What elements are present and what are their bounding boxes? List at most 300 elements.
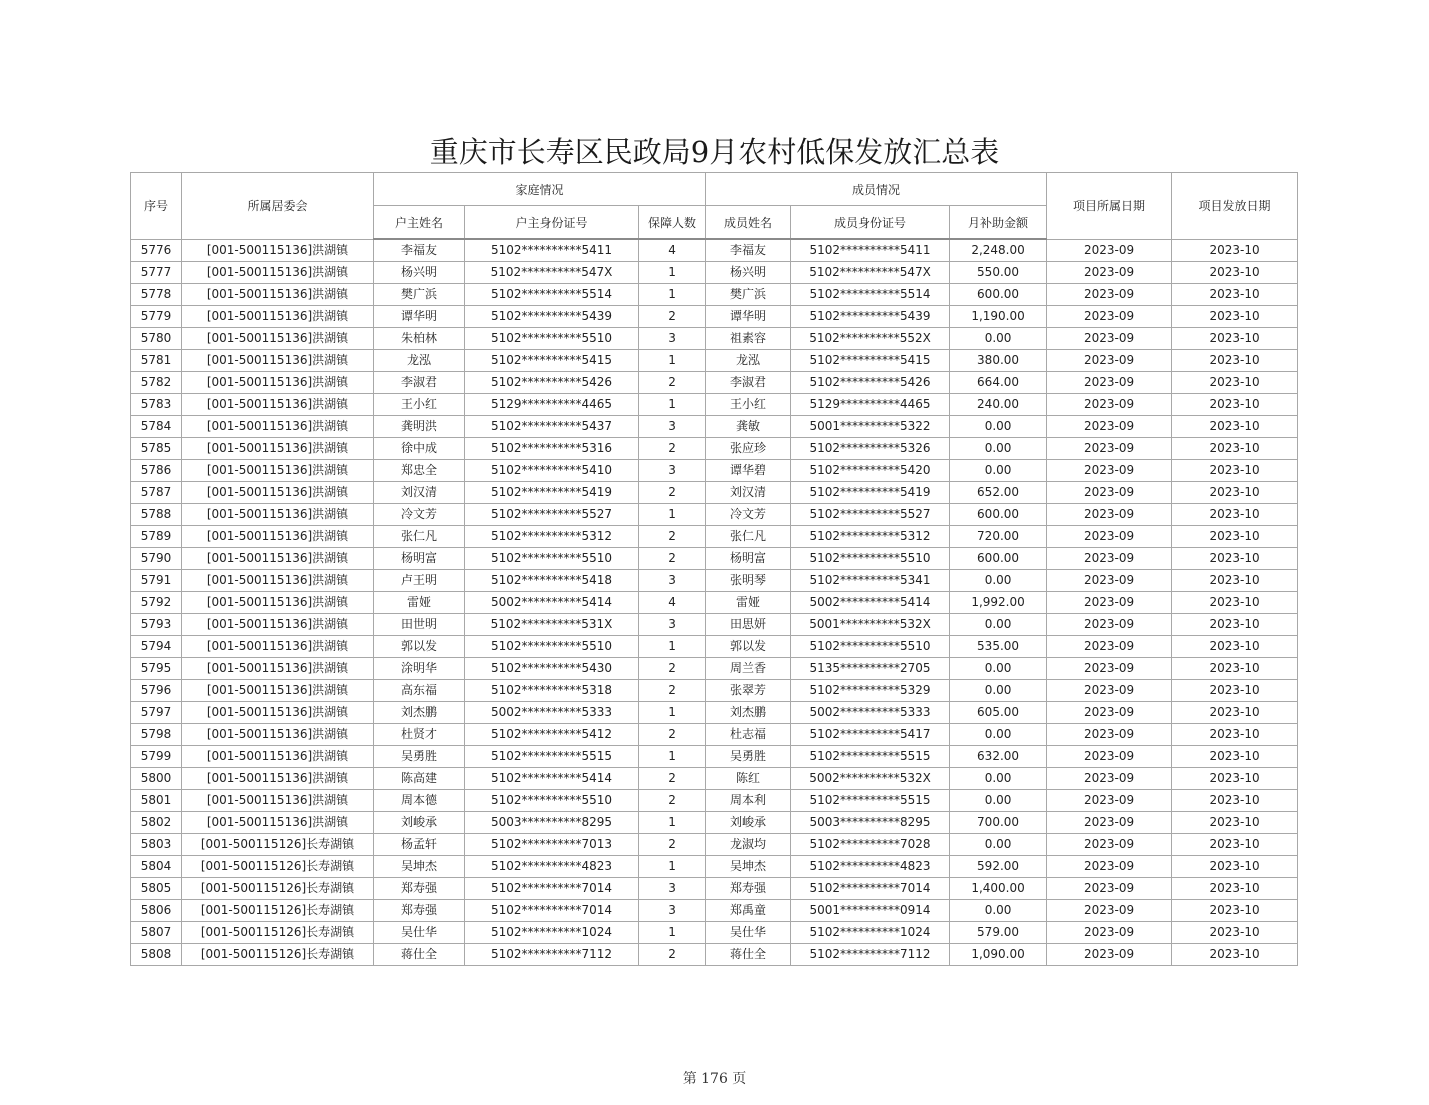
table-row bbox=[131, 438, 1298, 460]
guarantee-count-cell: 3 bbox=[639, 460, 706, 482]
committee-cell: [001-500115126]长寿湖镇 bbox=[182, 878, 374, 900]
committee-cell: [001-500115136]洪湖镇 bbox=[182, 768, 374, 790]
monthly-amount-cell: 600.00 bbox=[950, 548, 1047, 570]
issue-date-cell: 2023-10 bbox=[1172, 746, 1298, 768]
head-id-cell: 5002**********5333 bbox=[465, 702, 639, 724]
header-issue-date: 项目发放日期 bbox=[1172, 173, 1298, 240]
member-id-cell: 5102**********5329 bbox=[791, 680, 950, 702]
table-row bbox=[131, 570, 1298, 592]
head-id-cell: 5102**********5515 bbox=[465, 746, 639, 768]
member-name-cell: 谭华明 bbox=[706, 306, 791, 328]
table-row bbox=[131, 636, 1298, 658]
head-name-cell: 龙泓 bbox=[374, 350, 465, 372]
table-row bbox=[131, 548, 1298, 570]
table-row bbox=[131, 746, 1298, 768]
issue-date-cell: 2023-10 bbox=[1172, 306, 1298, 328]
guarantee-count-cell: 1 bbox=[639, 636, 706, 658]
project-date-cell: 2023-09 bbox=[1047, 262, 1172, 284]
committee-cell: [001-500115136]洪湖镇 bbox=[182, 658, 374, 680]
head-name-cell: 杨明富 bbox=[374, 548, 465, 570]
issue-date-cell: 2023-10 bbox=[1172, 636, 1298, 658]
head-name-cell: 刘峻承 bbox=[374, 812, 465, 834]
seq-cell: 5792 bbox=[131, 592, 182, 614]
header-member-group: 成员情况 bbox=[706, 173, 1047, 206]
head-name-cell: 李福友 bbox=[374, 239, 465, 262]
guarantee-count-cell: 4 bbox=[639, 592, 706, 614]
issue-date-cell: 2023-10 bbox=[1172, 328, 1298, 350]
header-monthly-amount: 月补助金额 bbox=[950, 206, 1047, 240]
monthly-amount-cell: 0.00 bbox=[950, 460, 1047, 482]
seq-cell: 5781 bbox=[131, 350, 182, 372]
issue-date-cell: 2023-10 bbox=[1172, 900, 1298, 922]
member-id-cell: 5001**********0914 bbox=[791, 900, 950, 922]
issue-date-cell: 2023-10 bbox=[1172, 570, 1298, 592]
head-id-cell: 5102**********547X bbox=[465, 262, 639, 284]
issue-date-cell: 2023-10 bbox=[1172, 614, 1298, 636]
member-name-cell: 王小红 bbox=[706, 394, 791, 416]
member-name-cell: 冷文芳 bbox=[706, 504, 791, 526]
member-name-cell: 李福友 bbox=[706, 239, 791, 262]
committee-cell: [001-500115136]洪湖镇 bbox=[182, 570, 374, 592]
committee-cell: [001-500115126]长寿湖镇 bbox=[182, 922, 374, 944]
guarantee-count-cell: 3 bbox=[639, 900, 706, 922]
head-id-cell: 5102**********5527 bbox=[465, 504, 639, 526]
head-name-cell: 杨孟轩 bbox=[374, 834, 465, 856]
member-id-cell: 5102**********7028 bbox=[791, 834, 950, 856]
guarantee-count-cell: 2 bbox=[639, 306, 706, 328]
member-id-cell: 5102**********5312 bbox=[791, 526, 950, 548]
issue-date-cell: 2023-10 bbox=[1172, 702, 1298, 724]
head-id-cell: 5102**********4823 bbox=[465, 856, 639, 878]
seq-cell: 5807 bbox=[131, 922, 182, 944]
table-row bbox=[131, 284, 1298, 306]
seq-cell: 5776 bbox=[131, 239, 182, 262]
head-name-cell: 谭华明 bbox=[374, 306, 465, 328]
seq-cell: 5803 bbox=[131, 834, 182, 856]
monthly-amount-cell: 535.00 bbox=[950, 636, 1047, 658]
committee-cell: [001-500115126]长寿湖镇 bbox=[182, 900, 374, 922]
committee-cell: [001-500115136]洪湖镇 bbox=[182, 284, 374, 306]
guarantee-count-cell: 1 bbox=[639, 856, 706, 878]
header-member-id: 成员身份证号 bbox=[791, 206, 950, 240]
member-id-cell: 5102**********5527 bbox=[791, 504, 950, 526]
issue-date-cell: 2023-10 bbox=[1172, 239, 1298, 262]
issue-date-cell: 2023-10 bbox=[1172, 922, 1298, 944]
seq-cell: 5801 bbox=[131, 790, 182, 812]
member-name-cell: 杨明富 bbox=[706, 548, 791, 570]
head-id-cell: 5102**********7014 bbox=[465, 878, 639, 900]
project-date-cell: 2023-09 bbox=[1047, 900, 1172, 922]
member-name-cell: 雷娅 bbox=[706, 592, 791, 614]
head-id-cell: 5102**********5415 bbox=[465, 350, 639, 372]
guarantee-count-cell: 3 bbox=[639, 570, 706, 592]
head-name-cell: 田世明 bbox=[374, 614, 465, 636]
header-head-name: 户主姓名 bbox=[374, 206, 465, 240]
member-id-cell: 5102**********5510 bbox=[791, 548, 950, 570]
head-name-cell: 郭以发 bbox=[374, 636, 465, 658]
head-name-cell: 冷文芳 bbox=[374, 504, 465, 526]
committee-cell: [001-500115136]洪湖镇 bbox=[182, 416, 374, 438]
seq-cell: 5783 bbox=[131, 394, 182, 416]
head-id-cell: 5102**********5510 bbox=[465, 548, 639, 570]
head-name-cell: 雷娅 bbox=[374, 592, 465, 614]
project-date-cell: 2023-09 bbox=[1047, 944, 1172, 966]
committee-cell: [001-500115136]洪湖镇 bbox=[182, 746, 374, 768]
member-name-cell: 周兰香 bbox=[706, 658, 791, 680]
member-name-cell: 刘峻承 bbox=[706, 812, 791, 834]
committee-cell: [001-500115136]洪湖镇 bbox=[182, 239, 374, 262]
member-id-cell: 5102**********1024 bbox=[791, 922, 950, 944]
seq-cell: 5778 bbox=[131, 284, 182, 306]
head-name-cell: 高东福 bbox=[374, 680, 465, 702]
member-name-cell: 刘杰鹏 bbox=[706, 702, 791, 724]
committee-cell: [001-500115136]洪湖镇 bbox=[182, 394, 374, 416]
table-row bbox=[131, 768, 1298, 790]
head-name-cell: 樊广浜 bbox=[374, 284, 465, 306]
head-id-cell: 5102**********5514 bbox=[465, 284, 639, 306]
head-id-cell: 5102**********5411 bbox=[465, 239, 639, 262]
member-id-cell: 5129**********4465 bbox=[791, 394, 950, 416]
monthly-amount-cell: 652.00 bbox=[950, 482, 1047, 504]
head-id-cell: 5102**********5418 bbox=[465, 570, 639, 592]
issue-date-cell: 2023-10 bbox=[1172, 724, 1298, 746]
project-date-cell: 2023-09 bbox=[1047, 790, 1172, 812]
monthly-amount-cell: 0.00 bbox=[950, 658, 1047, 680]
header-guarantee-count: 保障人数 bbox=[639, 206, 706, 240]
committee-cell: [001-500115136]洪湖镇 bbox=[182, 592, 374, 614]
head-id-cell: 5102**********5439 bbox=[465, 306, 639, 328]
member-id-cell: 5102**********5514 bbox=[791, 284, 950, 306]
head-name-cell: 郑忠全 bbox=[374, 460, 465, 482]
project-date-cell: 2023-09 bbox=[1047, 372, 1172, 394]
head-id-cell: 5003**********8295 bbox=[465, 812, 639, 834]
guarantee-count-cell: 2 bbox=[639, 680, 706, 702]
committee-cell: [001-500115136]洪湖镇 bbox=[182, 372, 374, 394]
project-date-cell: 2023-09 bbox=[1047, 504, 1172, 526]
issue-date-cell: 2023-10 bbox=[1172, 482, 1298, 504]
seq-cell: 5790 bbox=[131, 548, 182, 570]
guarantee-count-cell: 1 bbox=[639, 284, 706, 306]
guarantee-count-cell: 1 bbox=[639, 262, 706, 284]
project-date-cell: 2023-09 bbox=[1047, 438, 1172, 460]
guarantee-count-cell: 1 bbox=[639, 504, 706, 526]
committee-cell: [001-500115136]洪湖镇 bbox=[182, 790, 374, 812]
seq-cell: 5805 bbox=[131, 878, 182, 900]
member-name-cell: 张应珍 bbox=[706, 438, 791, 460]
project-date-cell: 2023-09 bbox=[1047, 416, 1172, 438]
table-row bbox=[131, 526, 1298, 548]
table-row bbox=[131, 614, 1298, 636]
head-id-cell: 5102**********7013 bbox=[465, 834, 639, 856]
seq-cell: 5779 bbox=[131, 306, 182, 328]
table-row bbox=[131, 239, 1298, 262]
head-id-cell: 5102**********5410 bbox=[465, 460, 639, 482]
seq-cell: 5808 bbox=[131, 944, 182, 966]
guarantee-count-cell: 2 bbox=[639, 768, 706, 790]
header-head-id: 户主身份证号 bbox=[465, 206, 639, 240]
seq-cell: 5788 bbox=[131, 504, 182, 526]
committee-cell: [001-500115126]长寿湖镇 bbox=[182, 834, 374, 856]
member-name-cell: 张明琴 bbox=[706, 570, 791, 592]
table-row bbox=[131, 812, 1298, 834]
member-id-cell: 5102**********5417 bbox=[791, 724, 950, 746]
seq-cell: 5780 bbox=[131, 328, 182, 350]
seq-cell: 5777 bbox=[131, 262, 182, 284]
project-date-cell: 2023-09 bbox=[1047, 482, 1172, 504]
member-id-cell: 5102**********547X bbox=[791, 262, 950, 284]
member-id-cell: 5102**********5411 bbox=[791, 239, 950, 262]
committee-cell: [001-500115136]洪湖镇 bbox=[182, 438, 374, 460]
guarantee-count-cell: 2 bbox=[639, 438, 706, 460]
guarantee-count-cell: 2 bbox=[639, 482, 706, 504]
issue-date-cell: 2023-10 bbox=[1172, 548, 1298, 570]
issue-date-cell: 2023-10 bbox=[1172, 658, 1298, 680]
project-date-cell: 2023-09 bbox=[1047, 526, 1172, 548]
member-id-cell: 5102**********5420 bbox=[791, 460, 950, 482]
member-id-cell: 5135**********2705 bbox=[791, 658, 950, 680]
project-date-cell: 2023-09 bbox=[1047, 394, 1172, 416]
project-date-cell: 2023-09 bbox=[1047, 702, 1172, 724]
table-row bbox=[131, 878, 1298, 900]
issue-date-cell: 2023-10 bbox=[1172, 878, 1298, 900]
monthly-amount-cell: 0.00 bbox=[950, 416, 1047, 438]
seq-cell: 5791 bbox=[131, 570, 182, 592]
committee-cell: [001-500115136]洪湖镇 bbox=[182, 724, 374, 746]
table-row bbox=[131, 702, 1298, 724]
table-row bbox=[131, 504, 1298, 526]
monthly-amount-cell: 0.00 bbox=[950, 570, 1047, 592]
monthly-amount-cell: 0.00 bbox=[950, 724, 1047, 746]
issue-date-cell: 2023-10 bbox=[1172, 856, 1298, 878]
member-name-cell: 杨兴明 bbox=[706, 262, 791, 284]
member-id-cell: 5102**********5326 bbox=[791, 438, 950, 460]
table-row bbox=[131, 724, 1298, 746]
head-name-cell: 刘汉清 bbox=[374, 482, 465, 504]
table-row bbox=[131, 262, 1298, 284]
header-family-group: 家庭情况 bbox=[374, 173, 706, 206]
table-row bbox=[131, 680, 1298, 702]
monthly-amount-cell: 579.00 bbox=[950, 922, 1047, 944]
member-name-cell: 龚敏 bbox=[706, 416, 791, 438]
project-date-cell: 2023-09 bbox=[1047, 680, 1172, 702]
relief-summary-table bbox=[130, 172, 1298, 966]
issue-date-cell: 2023-10 bbox=[1172, 460, 1298, 482]
issue-date-cell: 2023-10 bbox=[1172, 680, 1298, 702]
header-committee: 所属居委会 bbox=[182, 173, 374, 240]
member-name-cell: 田思妍 bbox=[706, 614, 791, 636]
committee-cell: [001-500115136]洪湖镇 bbox=[182, 702, 374, 724]
member-id-cell: 5102**********7112 bbox=[791, 944, 950, 966]
member-id-cell: 5102**********5515 bbox=[791, 746, 950, 768]
monthly-amount-cell: 0.00 bbox=[950, 834, 1047, 856]
head-name-cell: 杨兴明 bbox=[374, 262, 465, 284]
guarantee-count-cell: 1 bbox=[639, 812, 706, 834]
head-id-cell: 5102**********5312 bbox=[465, 526, 639, 548]
seq-cell: 5793 bbox=[131, 614, 182, 636]
head-name-cell: 陈高建 bbox=[374, 768, 465, 790]
monthly-amount-cell: 1,090.00 bbox=[950, 944, 1047, 966]
project-date-cell: 2023-09 bbox=[1047, 878, 1172, 900]
head-name-cell: 徐中成 bbox=[374, 438, 465, 460]
head-id-cell: 5102**********7112 bbox=[465, 944, 639, 966]
issue-date-cell: 2023-10 bbox=[1172, 768, 1298, 790]
project-date-cell: 2023-09 bbox=[1047, 548, 1172, 570]
project-date-cell: 2023-09 bbox=[1047, 284, 1172, 306]
seq-cell: 5804 bbox=[131, 856, 182, 878]
monthly-amount-cell: 2,248.00 bbox=[950, 239, 1047, 262]
monthly-amount-cell: 1,400.00 bbox=[950, 878, 1047, 900]
head-id-cell: 5102**********5414 bbox=[465, 768, 639, 790]
member-name-cell: 吴坤杰 bbox=[706, 856, 791, 878]
header-project-date: 项目所属日期 bbox=[1047, 173, 1172, 240]
project-date-cell: 2023-09 bbox=[1047, 658, 1172, 680]
committee-cell: [001-500115136]洪湖镇 bbox=[182, 636, 374, 658]
head-name-cell: 吴仕华 bbox=[374, 922, 465, 944]
member-name-cell: 陈红 bbox=[706, 768, 791, 790]
member-id-cell: 5102**********5415 bbox=[791, 350, 950, 372]
issue-date-cell: 2023-10 bbox=[1172, 394, 1298, 416]
committee-cell: [001-500115136]洪湖镇 bbox=[182, 328, 374, 350]
project-date-cell: 2023-09 bbox=[1047, 768, 1172, 790]
committee-cell: [001-500115136]洪湖镇 bbox=[182, 460, 374, 482]
member-id-cell: 5102**********5439 bbox=[791, 306, 950, 328]
member-id-cell: 5102**********5510 bbox=[791, 636, 950, 658]
committee-cell: [001-500115126]长寿湖镇 bbox=[182, 856, 374, 878]
table-row bbox=[131, 460, 1298, 482]
head-name-cell: 涂明华 bbox=[374, 658, 465, 680]
seq-cell: 5794 bbox=[131, 636, 182, 658]
monthly-amount-cell: 0.00 bbox=[950, 900, 1047, 922]
table-row bbox=[131, 306, 1298, 328]
issue-date-cell: 2023-10 bbox=[1172, 350, 1298, 372]
committee-cell: [001-500115136]洪湖镇 bbox=[182, 526, 374, 548]
member-name-cell: 龙淑均 bbox=[706, 834, 791, 856]
head-id-cell: 5102**********5426 bbox=[465, 372, 639, 394]
head-name-cell: 郑寿强 bbox=[374, 900, 465, 922]
member-name-cell: 张仁凡 bbox=[706, 526, 791, 548]
committee-cell: [001-500115136]洪湖镇 bbox=[182, 262, 374, 284]
issue-date-cell: 2023-10 bbox=[1172, 592, 1298, 614]
member-id-cell: 5001**********532X bbox=[791, 614, 950, 636]
table-row bbox=[131, 856, 1298, 878]
head-id-cell: 5102**********531X bbox=[465, 614, 639, 636]
member-id-cell: 5003**********8295 bbox=[791, 812, 950, 834]
head-name-cell: 吴坤杰 bbox=[374, 856, 465, 878]
member-id-cell: 5002**********532X bbox=[791, 768, 950, 790]
project-date-cell: 2023-09 bbox=[1047, 636, 1172, 658]
monthly-amount-cell: 1,190.00 bbox=[950, 306, 1047, 328]
head-name-cell: 朱柏林 bbox=[374, 328, 465, 350]
head-name-cell: 吴勇胜 bbox=[374, 746, 465, 768]
committee-cell: [001-500115136]洪湖镇 bbox=[182, 504, 374, 526]
project-date-cell: 2023-09 bbox=[1047, 239, 1172, 262]
seq-cell: 5800 bbox=[131, 768, 182, 790]
monthly-amount-cell: 605.00 bbox=[950, 702, 1047, 724]
table-row bbox=[131, 328, 1298, 350]
head-name-cell: 杜贤才 bbox=[374, 724, 465, 746]
member-id-cell: 5102**********7014 bbox=[791, 878, 950, 900]
member-id-cell: 5102**********5419 bbox=[791, 482, 950, 504]
member-name-cell: 张翠芳 bbox=[706, 680, 791, 702]
guarantee-count-cell: 2 bbox=[639, 834, 706, 856]
monthly-amount-cell: 700.00 bbox=[950, 812, 1047, 834]
head-id-cell: 5102**********5318 bbox=[465, 680, 639, 702]
guarantee-count-cell: 1 bbox=[639, 922, 706, 944]
guarantee-count-cell: 3 bbox=[639, 614, 706, 636]
table-row bbox=[131, 900, 1298, 922]
member-id-cell: 5102**********4823 bbox=[791, 856, 950, 878]
head-id-cell: 5102**********5430 bbox=[465, 658, 639, 680]
table-row bbox=[131, 372, 1298, 394]
member-name-cell: 祖素容 bbox=[706, 328, 791, 350]
member-name-cell: 樊广浜 bbox=[706, 284, 791, 306]
monthly-amount-cell: 240.00 bbox=[950, 394, 1047, 416]
seq-cell: 5797 bbox=[131, 702, 182, 724]
issue-date-cell: 2023-10 bbox=[1172, 812, 1298, 834]
member-id-cell: 5102**********5341 bbox=[791, 570, 950, 592]
monthly-amount-cell: 0.00 bbox=[950, 680, 1047, 702]
project-date-cell: 2023-09 bbox=[1047, 834, 1172, 856]
head-id-cell: 5102**********5510 bbox=[465, 636, 639, 658]
document-title: 重庆市长寿区民政局9月农村低保发放汇总表 bbox=[429, 135, 1000, 169]
guarantee-count-cell: 1 bbox=[639, 746, 706, 768]
member-name-cell: 谭华碧 bbox=[706, 460, 791, 482]
monthly-amount-cell: 550.00 bbox=[950, 262, 1047, 284]
seq-cell: 5798 bbox=[131, 724, 182, 746]
monthly-amount-cell: 0.00 bbox=[950, 328, 1047, 350]
table-body bbox=[131, 239, 1298, 966]
member-name-cell: 郭以发 bbox=[706, 636, 791, 658]
head-name-cell: 刘杰鹏 bbox=[374, 702, 465, 724]
member-name-cell: 蒋仕全 bbox=[706, 944, 791, 966]
member-id-cell: 5002**********5333 bbox=[791, 702, 950, 724]
committee-cell: [001-500115136]洪湖镇 bbox=[182, 482, 374, 504]
guarantee-count-cell: 1 bbox=[639, 702, 706, 724]
seq-cell: 5784 bbox=[131, 416, 182, 438]
guarantee-count-cell: 2 bbox=[639, 526, 706, 548]
guarantee-count-cell: 2 bbox=[639, 724, 706, 746]
table-row bbox=[131, 394, 1298, 416]
member-id-cell: 5001**********5322 bbox=[791, 416, 950, 438]
table-row bbox=[131, 944, 1298, 966]
seq-cell: 5806 bbox=[131, 900, 182, 922]
seq-cell: 5796 bbox=[131, 680, 182, 702]
table-row bbox=[131, 922, 1298, 944]
member-id-cell: 5002**********5414 bbox=[791, 592, 950, 614]
member-name-cell: 李淑君 bbox=[706, 372, 791, 394]
project-date-cell: 2023-09 bbox=[1047, 350, 1172, 372]
committee-cell: [001-500115136]洪湖镇 bbox=[182, 548, 374, 570]
project-date-cell: 2023-09 bbox=[1047, 306, 1172, 328]
seq-cell: 5802 bbox=[131, 812, 182, 834]
monthly-amount-cell: 720.00 bbox=[950, 526, 1047, 548]
member-id-cell: 5102**********5426 bbox=[791, 372, 950, 394]
member-id-cell: 5102**********5515 bbox=[791, 790, 950, 812]
monthly-amount-cell: 0.00 bbox=[950, 614, 1047, 636]
issue-date-cell: 2023-10 bbox=[1172, 438, 1298, 460]
table-row bbox=[131, 834, 1298, 856]
monthly-amount-cell: 0.00 bbox=[950, 790, 1047, 812]
guarantee-count-cell: 3 bbox=[639, 328, 706, 350]
guarantee-count-cell: 2 bbox=[639, 548, 706, 570]
committee-cell: [001-500115136]洪湖镇 bbox=[182, 614, 374, 636]
committee-cell: [001-500115136]洪湖镇 bbox=[182, 350, 374, 372]
table-row bbox=[131, 592, 1298, 614]
project-date-cell: 2023-09 bbox=[1047, 922, 1172, 944]
monthly-amount-cell: 664.00 bbox=[950, 372, 1047, 394]
issue-date-cell: 2023-10 bbox=[1172, 504, 1298, 526]
table-header bbox=[131, 173, 1298, 240]
